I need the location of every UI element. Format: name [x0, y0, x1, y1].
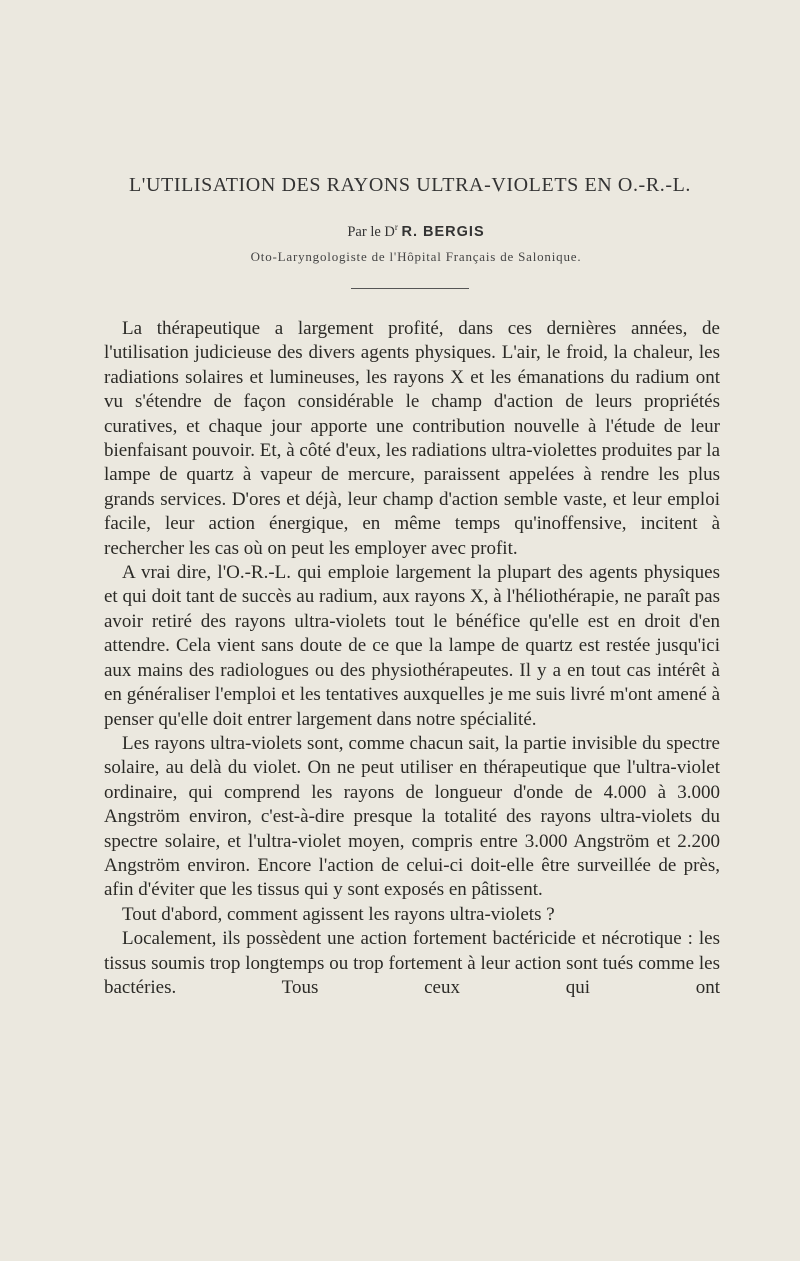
author-affiliation: Oto-Laryngologiste de l'Hôpital Français de Salonique. [250, 249, 582, 264]
byline [0, 222, 800, 241]
paragraph: A vrai dire, l'O.-R.-L. qui emploie largement la plupart des agents physiques et qui doit tant de succès au radium, aux rayons X, à l'héliothérapie, ne paraît pas avoir retiré des rayons ultra-violets tout le bénéfice qu'elle est en droit d'en attendre. Cela vient sans doute de ce que la lampe de quartz est restée jusqu'ici aux mains des radiologues ou des physiothérapeutes. Il y a en tout cas intérêt à en généraliser l'emploi et les tentatives auxquelles je me suis livré m'ont amené à penser qu'elle doit entrer largement dans notre spécialité. [104, 562, 720, 730]
paragraph: La thérapeutique a largement profité, dans ces dernières années, de l'utilisation judicieuse des divers agents physiques. L'air, le froid, la chaleur, les radiations solaires et lumineuses, les rayons X et les émanations du radium ont vu s'étendre de façon considérable le champ d'action de leurs propriétés curatives, et chaque jour apporte une contribution nouvelle à l'étude de leur bienfaisant pouvoir. Et, à côté d'eux, les radiations ultra-violettes produites par la lampe de quartz à vapeur de mercure, paraissent appelées à rendre les plus grands services. D'ores et déjà, leur champ d'action semble vaste, et leur emploi facile, leur action énergique, en même temps qu'inoffensive, incitent à rechercher les cas où on peut les employer avec profit. [104, 318, 720, 559]
byline-sup: r [394, 222, 398, 232]
paragraph: Localement, ils possèdent une action fortement bactéricide et nécrotique : les tissus soumis trop longtemps ou trop fortement à leur action sont tués comme les bactéries. Tous ceux qui ont [104, 928, 720, 998]
author-name: R. BERGIS [401, 223, 485, 240]
byline-prefix: Par le D [347, 223, 395, 240]
article-title: L'UTILISATION DES RAYONS ULTRA-VIOLETS EN O.-R.-L. [128, 174, 692, 196]
paragraph: Tout d'abord, comment agissent les rayons ultra-violets ? [122, 903, 555, 925]
paragraph: Les rayons ultra-violets sont, comme chacun sait, la partie invisible du spectre solaire, au delà du violet. On ne peut utiliser en thérapeutique que l'ultra-violet ordinaire, qui comprend les rayons de longueur d'onde de 4.000 à 3.000 Angström environ, c'est-à-dire presque la totalité des rayons ultra-violets du spectre solaire, et l'ultra-violet moyen, compris entre 3.000 Angström et 2.200 Angström environ. Encore l'action de celui-ci doit-elle être surveillée de près, afin d'éviter que les tissus qui y sont exposés en pâtissent. [104, 732, 720, 901]
article-body [104, 317, 720, 1000]
title-divider [351, 288, 469, 289]
